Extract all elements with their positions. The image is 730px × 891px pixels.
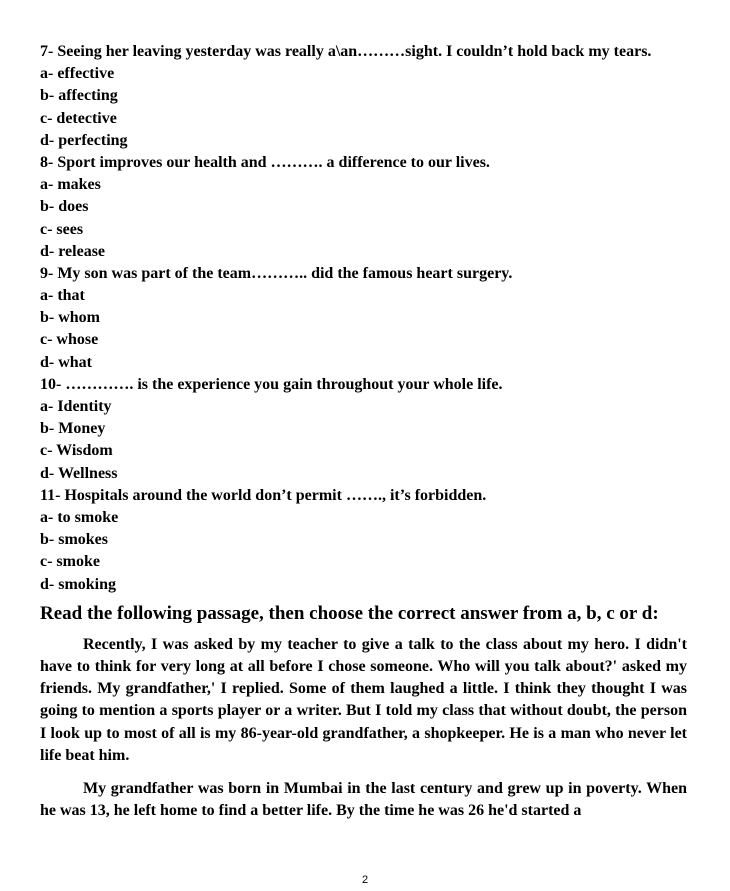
passage-paragraph-2: My grandfather was born in Mumbai in the last century and grew up in poverty. When he was 13, he left home to find a better life. By the time he was 26 he'd started a xyxy=(40,779,687,820)
answer-option-a: a- that xyxy=(40,287,85,305)
answer-option-d: d- what xyxy=(40,353,93,371)
question-11 xyxy=(40,485,687,596)
worksheet-page xyxy=(40,41,687,833)
question-stem: 7- Seeing her leaving yesterday was really a\an………sight. I couldn’t hold back my tears. xyxy=(40,43,652,60)
answer-option-a: a- to smoke xyxy=(40,508,119,526)
answer-option-d: d- release xyxy=(40,242,106,260)
question-8 xyxy=(40,152,687,263)
answer-option-a: a- effective xyxy=(40,65,115,83)
question-7 xyxy=(40,41,687,152)
answer-option-b: b- affecting xyxy=(40,87,118,105)
answer-option-b: b- Money xyxy=(40,420,106,438)
question-stem: 10- …………. is the experience you gain throughout your whole life. xyxy=(40,375,503,393)
answer-option-c: c- detective xyxy=(40,109,117,127)
page-number: 2 xyxy=(361,874,369,886)
answer-option-a: a- Identity xyxy=(40,398,112,415)
question-9 xyxy=(40,263,687,374)
question-10 xyxy=(40,374,687,485)
answer-option-b: b- does xyxy=(40,198,89,216)
answer-option-a: a- makes xyxy=(40,176,101,194)
question-stem: 8- Sport improves our health and ………. a difference to our lives. xyxy=(40,153,490,171)
answer-option-c: c- sees xyxy=(40,220,84,238)
answer-option-d: d- Wellness xyxy=(40,464,118,482)
question-stem: 9- My son was part of the team……….. did the famous heart surgery. xyxy=(40,264,513,282)
answer-option-b: b- smokes xyxy=(40,531,109,549)
answer-option-c: c- Wisdom xyxy=(40,442,113,460)
question-stem: 11- Hospitals around the world don’t permit ……., it’s forbidden. xyxy=(40,486,487,504)
answer-option-c: c- whose xyxy=(40,331,99,349)
answer-option-b: b- whom xyxy=(40,309,101,327)
answer-option-d: d- smoking xyxy=(40,575,117,593)
answer-option-d: d- perfecting xyxy=(40,131,128,149)
answer-option-c: c- smoke xyxy=(40,553,100,571)
passage-paragraph-1: Recently, I was asked by my teacher to give a talk to the class about my hero. I didn't have to think for very long at all before I chose someone. Who will you talk about?' asked my friends. My grandfather,' I replied. Some of them laughed a little. I think they thought I was going to mention a sports player or a writer. But I told my class that without doubt, the person I look up to most of all is my 86-year-old grandfather, a shopkeeper. He is a man who never let life beat him. xyxy=(40,635,687,764)
passage-heading: Read the following passage, then choose the correct answer from a, b, c or d: xyxy=(40,602,659,624)
